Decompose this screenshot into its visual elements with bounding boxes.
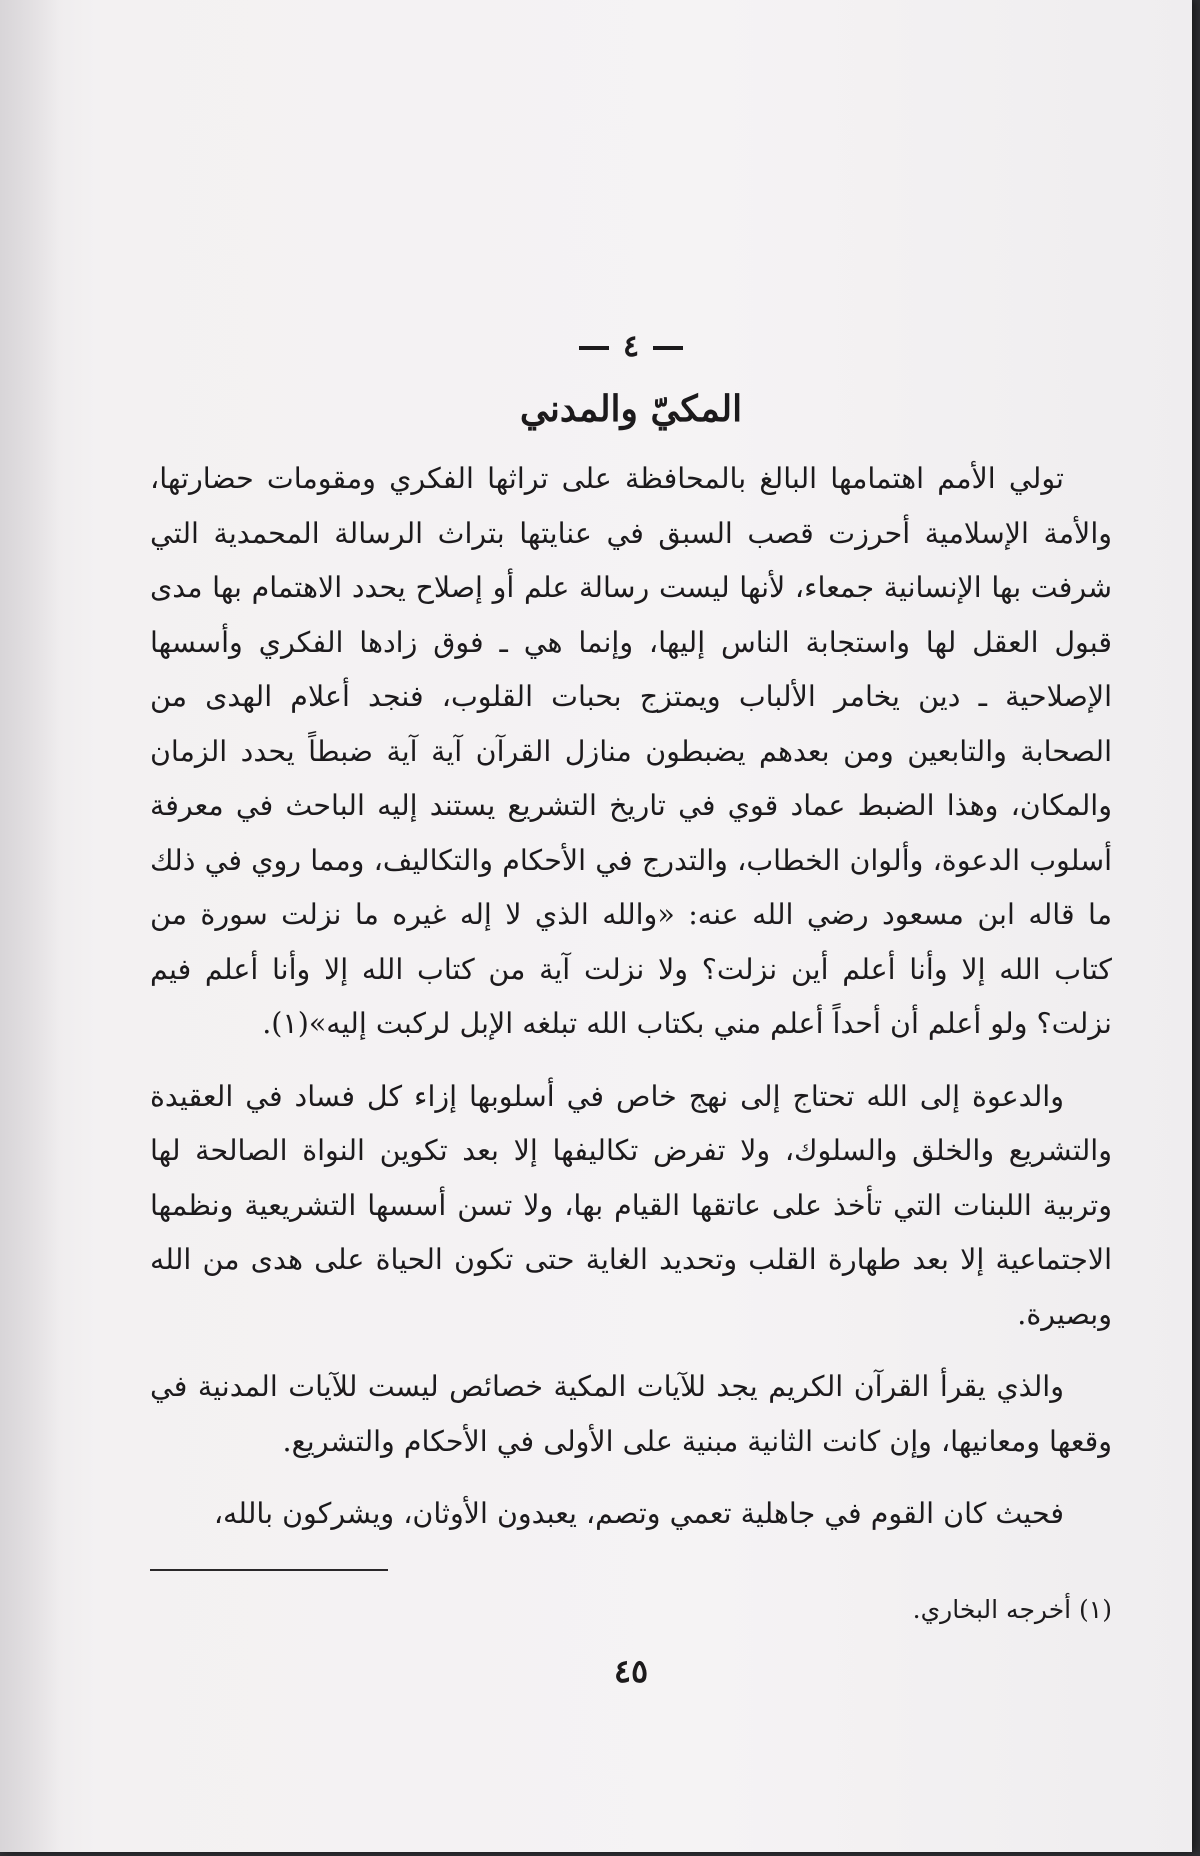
paragraph-4: فحيث كان القوم في جاهلية تعمي وتصم، يعبدون الأوثان، ويشركون بالله،: [213, 1497, 1064, 1530]
footnote: (١) أخرجه البخاري.: [912, 1595, 1112, 1624]
chapter-number-dash-left: [579, 346, 609, 350]
paragraph-3: والذي يقرأ القرآن الكريم يجد للآيات المكية خصائص ليست للآيات المدنية في وقعها ومعانيها، وإن كانت الثانية مبنية على الأولى في الأحكام والتشريع.: [150, 1370, 1112, 1458]
chapter-title: المكيّ والمدني: [519, 388, 743, 430]
page-gutter-shadow: [0, 0, 60, 1852]
paragraph-2: والدعوة إلى الله تحتاج إلى نهج خاص في أسلوبها إزاء كل فساد في العقيدة والتشريع والخلق والسلوك، ولا تفرض تكاليفها إلا بعد تكوين النواة الصالحة لها وتربية اللبنات التي تأخذ على عاتقها القيام بها، ولا تسن أسسها التشريعية ونظمها الاجتماعية إلا بعد طهارة القلب وتحديد الغاية حتى تكون الحياة على هدى من الله وبصيرة.: [150, 1079, 1112, 1331]
chapter-number-dash-right: [653, 346, 683, 350]
chapter-number-text: ٤: [622, 329, 640, 364]
page-number: ٤٥: [613, 1652, 649, 1690]
chapter-number: [150, 322, 1112, 372]
page-content: [150, 322, 1112, 1690]
paragraph-1: تولي الأمم اهتمامها البالغ بالمحافظة على تراثها الفكري ومقومات حضارتها، والأمة الإسلامية أحرزت قصب السبق في عنايتها بتراث الرسالة المحمدية التي شرفت بها الإنسانية جمعاء، لأنها ليست رسالة علم أو إصلاح يحدد الاهتمام بها مدى قبول العقل لها واستجابة الناس إليها، وإنما هي ـ فوق زادها الفكري وأسسها الإصلاحية ـ دين يخامر الألباب ويمتزج بحبات القلوب، فنجد أعلام الهدى من الصحابة والتابعين ومن بعدهم يضبطون منازل القرآن آية آية ضبطاً يحدد الزمان والمكان، وهذا الضبط عماد قوي في تاريخ التشريع يستند إليه الباحث في معرفة أسلوب الدعوة، وألوان الخطاب، والتدرج في الأحكام والتكاليف، ومما روي في ذلك ما قاله ابن مسعود رضي الله عنه: «والله الذي لا إله غيره ما نزلت سورة من كتاب الله إلا وأنا أعلم أين نزلت؟ ولا نزلت آية من كتاب الله إلا وأنا أعلم فيم نزلت؟ ولو أعلم أن أحداً أعلم مني بكتاب الله تبلغه الإبل لركبت إليه»(١).: [150, 462, 1112, 1040]
footnote-separator: [150, 1569, 388, 1571]
